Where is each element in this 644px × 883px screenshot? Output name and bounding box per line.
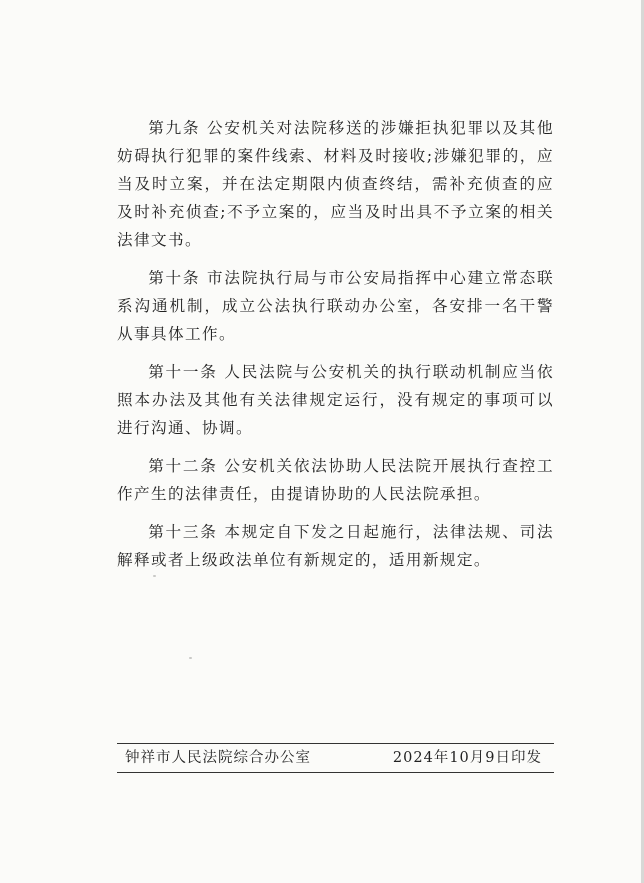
article-12: 第十二条 公安机关依法协助人民法院开展执行查控工作产生的法律责任，由提请协助的人民法院承担。 xyxy=(117,457,554,503)
article-9: 第九条 公安机关对法院移送的涉嫌拒执犯罪以及其他妨碍执行犯罪的案件线索、材料及时接收;涉嫌犯罪的，应当及时立案，并在法定期限内侦查终结，需补充侦查的应及时补充侦查;不予立案的，应当及时出具不予立案的相关法律文书。 xyxy=(117,119,554,249)
article-11: 第十一条 人民法院与公安机关的执行联动机制应当依照本办法及其他有关法律规定运行，没有规定的事项可以进行沟通、协调。 xyxy=(117,363,554,437)
article-10: 第十条 市法院执行局与市公安局指挥中心建立常态联系沟通机制，成立公法执行联动办公室，各安排一名干警从事具体工作。 xyxy=(117,269,554,343)
document-footer xyxy=(117,743,554,773)
issue-date: 2024年10月9日印发 xyxy=(392,750,542,766)
scan-speck xyxy=(153,575,156,577)
article-13: 第十三条 本规定自下发之日起施行，法律法规、司法解释或者上级政法单位有新规定的，适用新规定。 xyxy=(117,523,554,569)
issuing-office: 钟祥市人民法院综合办公室 xyxy=(125,750,311,766)
document-body xyxy=(117,114,554,584)
scan-speck xyxy=(189,657,192,659)
